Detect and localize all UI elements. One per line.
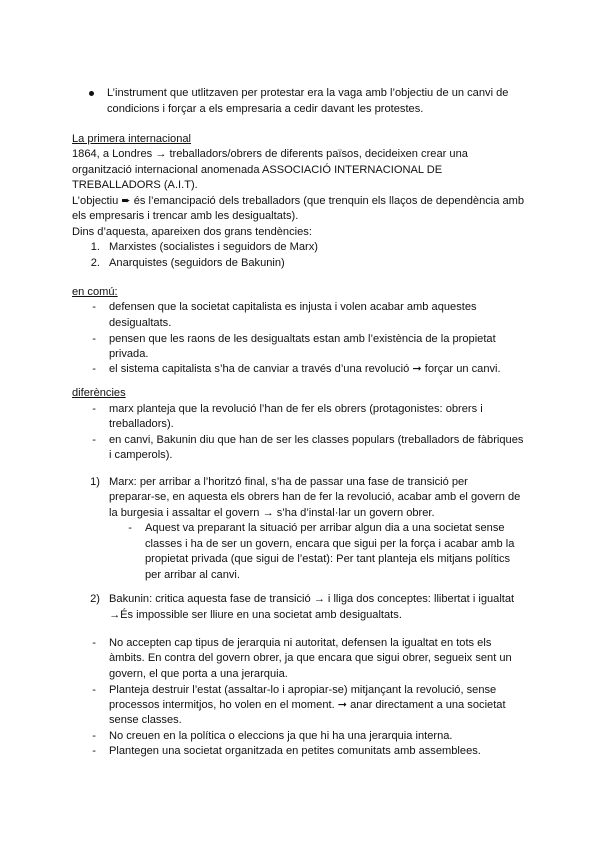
- body-line: 1864, a Londres → treballadors/obrers de diferents països, decideixen crear una: [72, 148, 468, 160]
- list-item: govern, el que porta a una jerarquia.: [109, 668, 288, 680]
- list-item: Marx: per arribar a l’horitzó final, s’ha de passar una fase de transició per: [109, 476, 468, 488]
- body-line: TREBALLADORS (A.I.T).: [72, 179, 198, 191]
- list-item: sense classes.: [109, 714, 182, 726]
- sub-item: Aquest va preparant la situació per arribar algun dia a una societat sense: [145, 522, 505, 534]
- list-number: 2.: [90, 257, 100, 269]
- bullet-dot-icon: [89, 91, 94, 96]
- dash-marker: -: [92, 637, 96, 649]
- list-item: desigualtats.: [109, 317, 172, 329]
- body-line: organització internacional anomenada ASSOCIACIÓ INTERNACIONAL DE: [72, 164, 443, 176]
- list-number: 1.: [90, 241, 100, 253]
- list-item: No creuen en la política o eleccions ja que hi ha una jerarquia interna.: [109, 730, 453, 742]
- list-item: i camperols).: [109, 449, 173, 461]
- list-item: →És impossible ser lliure en una societat amb desigualtats.: [109, 609, 402, 621]
- list-item: el sistema capitalista s’ha de canviar a través d’una revolució ➞ forçar un canvi.: [109, 363, 501, 375]
- body-line: Dins d’aquesta, apareixen dos grans tendències:: [72, 226, 312, 238]
- list-item: Planteja destruir l’estat (assaltar-lo i apropiar-se) mitjançant la revolució, sense: [109, 684, 497, 696]
- list-item: preparar-se, en aquesta els obrers han de fer la revolució, acabar amb el govern de: [109, 491, 521, 503]
- list-number: 2): [90, 593, 100, 605]
- list-item: privada.: [109, 348, 149, 360]
- list-item: marx planteja que la revolució l’han de fer els obrers (protagonistes: obrers i: [109, 403, 483, 415]
- dash-marker: -: [92, 333, 96, 345]
- section-heading: en comú:: [72, 286, 118, 298]
- dash-marker: -: [92, 434, 96, 446]
- body-line: els empresaris i trencar amb les desigualtats).: [72, 210, 299, 222]
- list-number: 1): [90, 476, 100, 488]
- dash-marker: -: [92, 301, 96, 313]
- sub-item: classes i ha de ser un govern, encara que sigui per la força i acabar amb la: [145, 538, 515, 550]
- list-item: pensen que les raons de les desigualtats estan amb l’existència de la propietat: [109, 333, 496, 345]
- list-item: Plantegen una societat organitzada en petites comunitats amb assemblees.: [109, 745, 481, 757]
- dash-marker: -: [92, 363, 96, 375]
- section-heading: La primera internacional: [72, 133, 192, 145]
- dash-marker: -: [92, 730, 96, 742]
- list-item: Anarquistes (seguidors de Bakunin): [109, 257, 285, 269]
- list-item: treballadors).: [109, 418, 174, 430]
- intro-line: condicions i forçar a els empresaria a cedir davant les protestes.: [107, 103, 424, 115]
- list-item: àmbits. En contra del govern obrer, ja que encara que sigui obrer, segueix sent un: [109, 652, 512, 664]
- intro-line: L’instrument que utlitzaven per protestar era la vaga amb l’objectiu de un canvi de: [107, 87, 509, 99]
- list-item: defensen que la societat capitalista es injusta i volen acabar amb aquestes: [109, 301, 477, 313]
- list-item: No accepten cap tipus de jerarquia ni autoritat, defensen la igualtat en tots els: [109, 637, 492, 649]
- sub-item: per arribar al canvi.: [145, 569, 240, 581]
- dash-marker: -: [128, 522, 132, 534]
- section-heading: diferències: [72, 387, 126, 399]
- list-item: Bakunin: critica aquesta fase de transició → i lliga dos conceptes: llibertat i igualtat: [109, 593, 515, 605]
- list-item: Marxistes (socialistes i seguidors de Marx): [109, 241, 318, 253]
- dash-marker: -: [92, 684, 96, 696]
- list-item: la burgesia i assaltar el govern → s’ha d’instal·lar un govern obrer.: [109, 507, 435, 519]
- list-item: en canvi, Bakunin diu que han de ser les classes populars (treballadors de fàbriques: [109, 434, 524, 446]
- dash-marker: -: [92, 745, 96, 757]
- list-item: processos intermitjos, ho volen en el moment. ➞ anar directament a una societat: [109, 699, 506, 711]
- sub-item: propietat privada (que sigui de l’estat): Per tant planteja els mitjans polítics: [145, 553, 511, 565]
- body-line: L’objectiu ➨ és l’emancipació dels treballadors (que trenquin els llaços de dependència amb: [72, 195, 525, 207]
- dash-marker: -: [92, 403, 96, 415]
